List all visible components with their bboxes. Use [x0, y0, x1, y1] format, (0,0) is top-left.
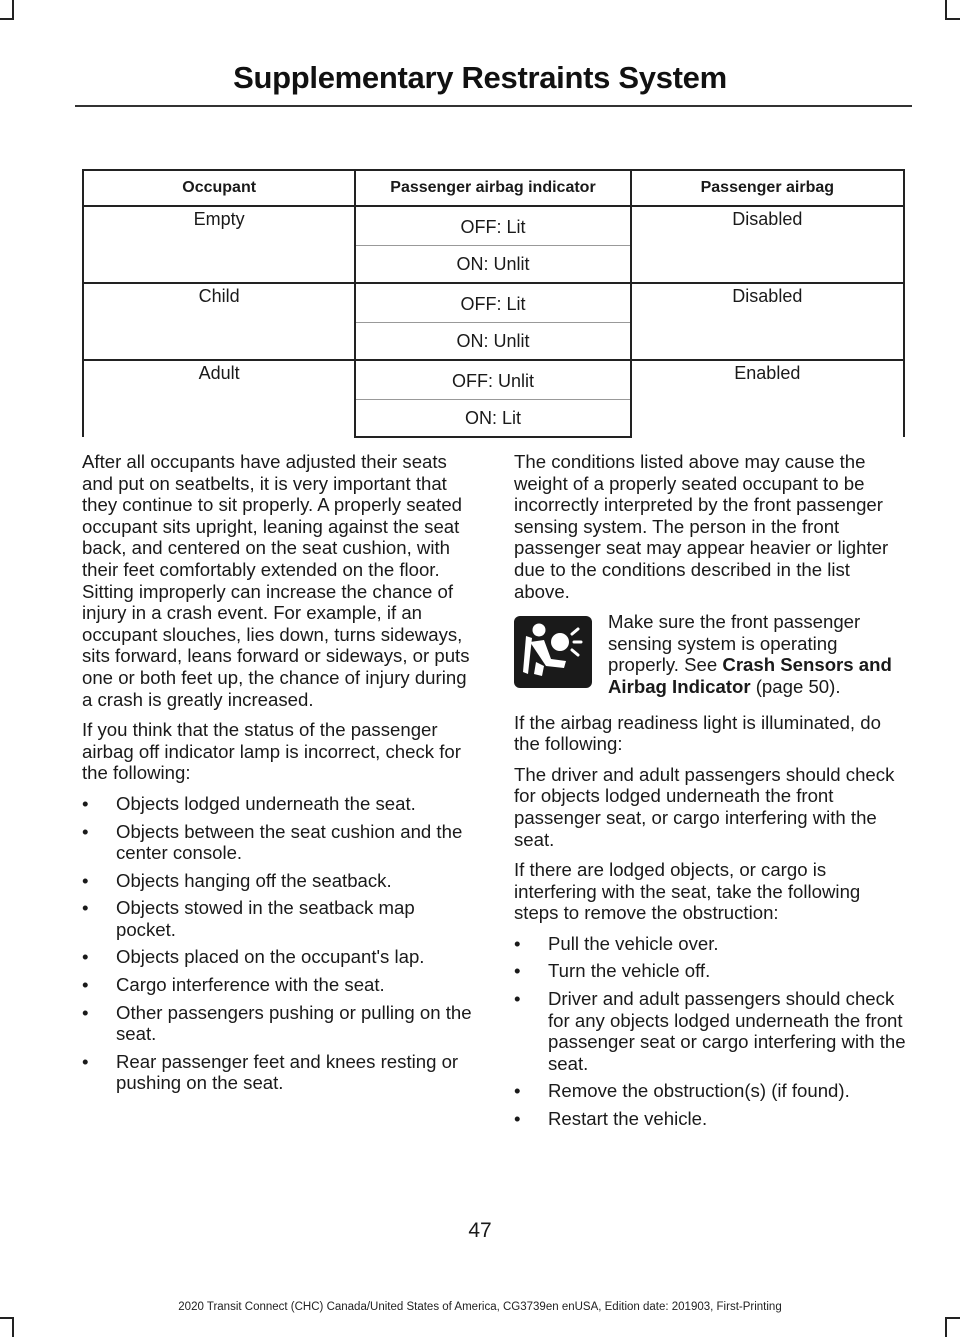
- table-header-indicator: Passenger airbag indicator: [355, 170, 630, 206]
- crop-mark: [945, 18, 960, 20]
- list-item-text: Objects lodged underneath the seat.: [116, 792, 416, 814]
- table-row: [83, 360, 904, 400]
- bullet-icon: •: [514, 988, 521, 1010]
- indicator-cell: ON: Unlit: [355, 246, 630, 284]
- airbag-cell: Disabled: [631, 283, 904, 360]
- crop-mark: [0, 18, 14, 20]
- table-row: [83, 283, 904, 323]
- crop-mark: [945, 1318, 947, 1337]
- bullet-icon: •: [82, 820, 89, 842]
- indicator-cell: OFF: Unlit: [355, 360, 630, 400]
- list-item-text: Objects hanging off the seatback.: [116, 869, 392, 891]
- list-item: [82, 870, 475, 892]
- list-item-text: Cargo interference with the seat.: [116, 974, 385, 996]
- list-item-text: Turn the vehicle off.: [548, 960, 711, 982]
- list-item-text: Rear passenger feet and knees resting or pushing on the seat.: [116, 1050, 459, 1094]
- list-item: [514, 988, 909, 1074]
- bullet-icon: •: [82, 897, 89, 919]
- list-item: [82, 1002, 475, 1045]
- list-item: [514, 1108, 909, 1130]
- list-item: [514, 960, 909, 982]
- indicator-cell: ON: Lit: [355, 400, 630, 438]
- crop-mark: [12, 1318, 14, 1337]
- paragraph: The driver and adult passengers should check for objects lodged underneath the front passenger seat, or cargo interfering with the seat.: [514, 763, 895, 850]
- crop-mark: [12, 0, 14, 18]
- indicator-cell: ON: Unlit: [355, 323, 630, 361]
- crash-sensors-link[interactable]: Crash Sensors and Airbag Indicator: [608, 654, 892, 697]
- bullet-icon: •: [514, 932, 521, 954]
- table-header-occupant: Occupant: [83, 170, 355, 206]
- indicator-cell: OFF: Lit: [355, 283, 630, 323]
- list-item: [82, 821, 475, 864]
- list-item-text: Remove the obstruction(s) (if found).: [548, 1080, 850, 1102]
- note-page-ref: (page 50).: [750, 675, 841, 697]
- airbag-status-table: [82, 169, 905, 438]
- list-item: [82, 974, 475, 996]
- airbag-warning-icon: [514, 616, 592, 688]
- bullet-icon: •: [514, 960, 521, 982]
- steps-list: [514, 933, 909, 1130]
- list-item-text: Objects between the seat cushion and the center console.: [116, 820, 463, 864]
- paragraph: If you think that the status of the passenger airbag off indicator lamp is incorrect, check for the following:: [82, 719, 461, 784]
- bullet-icon: •: [82, 946, 89, 968]
- table-row: [83, 206, 904, 246]
- table-header-row: [83, 170, 904, 206]
- occupant-cell: Child: [83, 283, 355, 360]
- list-item-text: Pull the vehicle over.: [548, 932, 719, 954]
- paragraph: If there are lodged objects, or cargo is interfering with the seat, take the following steps to remove the obstruction:: [514, 859, 861, 924]
- crop-mark: [945, 1317, 960, 1319]
- list-item-text: Objects placed on the occupant's lap.: [116, 946, 425, 968]
- paragraph: After all occupants have adjusted their seats and put on seatbelts, it is very important that they continue to sit properly. A properly seated occupant sits upright, leaning against the seat back, and centered on the seat cushion, with their feet comfortably extended on the floor. Sitting improperly can increase the chance of injury in a crash event. For example, if an occupant slouches, lies down, turns sideways, sits forward, leans forward or sideways, or puts one or both feet up, the chance of injury during a crash is greatly increased.: [82, 451, 470, 710]
- list-item-text: Objects stowed in the seatback map pocket.: [116, 897, 415, 940]
- header-divider: [75, 105, 912, 107]
- note-body: Make sure the front passenger sensing system is operating properly. See: [608, 611, 861, 676]
- list-item: [82, 793, 475, 815]
- paragraph: The conditions listed above may cause the weight of a properly seated occupant to be incorrectly interpreted by the front passenger sensing system. The person in the front passenger seat may appear heavier or lighter due to the conditions described in the list above.: [514, 451, 889, 602]
- airbag-cell: Enabled: [631, 360, 904, 437]
- bullet-icon: •: [514, 1080, 521, 1102]
- bullet-icon: •: [82, 869, 89, 891]
- check-list: [82, 793, 475, 1094]
- occupant-cell: Empty: [83, 206, 355, 283]
- list-item: [82, 897, 475, 940]
- indicator-cell: OFF: Lit: [355, 206, 630, 246]
- page-footer: 2020 Transit Connect (CHC) Canada/United States of America, CG3739en enUSA, Edition date: 201903, First-Printing: [178, 1301, 782, 1313]
- warning-note: [514, 611, 909, 697]
- bullet-icon: •: [82, 1050, 89, 1072]
- right-column: [514, 451, 909, 1136]
- list-item-text: Other passengers pushing or pulling on the seat.: [116, 1001, 472, 1045]
- occupant-cell: Adult: [83, 360, 355, 437]
- list-item: [82, 1051, 475, 1094]
- bullet-icon: •: [514, 1108, 521, 1130]
- table-header-airbag: Passenger airbag: [631, 170, 904, 206]
- page-title: Supplementary Restraints System: [233, 60, 727, 95]
- list-item: [514, 1080, 909, 1102]
- crop-mark: [0, 1317, 14, 1319]
- bullet-icon: •: [82, 974, 89, 996]
- crop-mark: [945, 0, 947, 18]
- page-number: 47: [468, 1219, 492, 1242]
- list-item-text: Driver and adult passengers should check for any objects lodged underneath the front passenger seat or cargo interfering with the seat.: [548, 988, 906, 1074]
- left-column: [82, 451, 475, 1100]
- bullet-icon: •: [82, 1001, 89, 1023]
- list-item: [514, 933, 909, 955]
- airbag-cell: Disabled: [631, 206, 904, 283]
- list-item: [82, 946, 475, 968]
- bullet-icon: •: [82, 792, 89, 814]
- paragraph: If the airbag readiness light is illuminated, do the following:: [514, 711, 881, 755]
- list-item-text: Restart the vehicle.: [548, 1108, 708, 1130]
